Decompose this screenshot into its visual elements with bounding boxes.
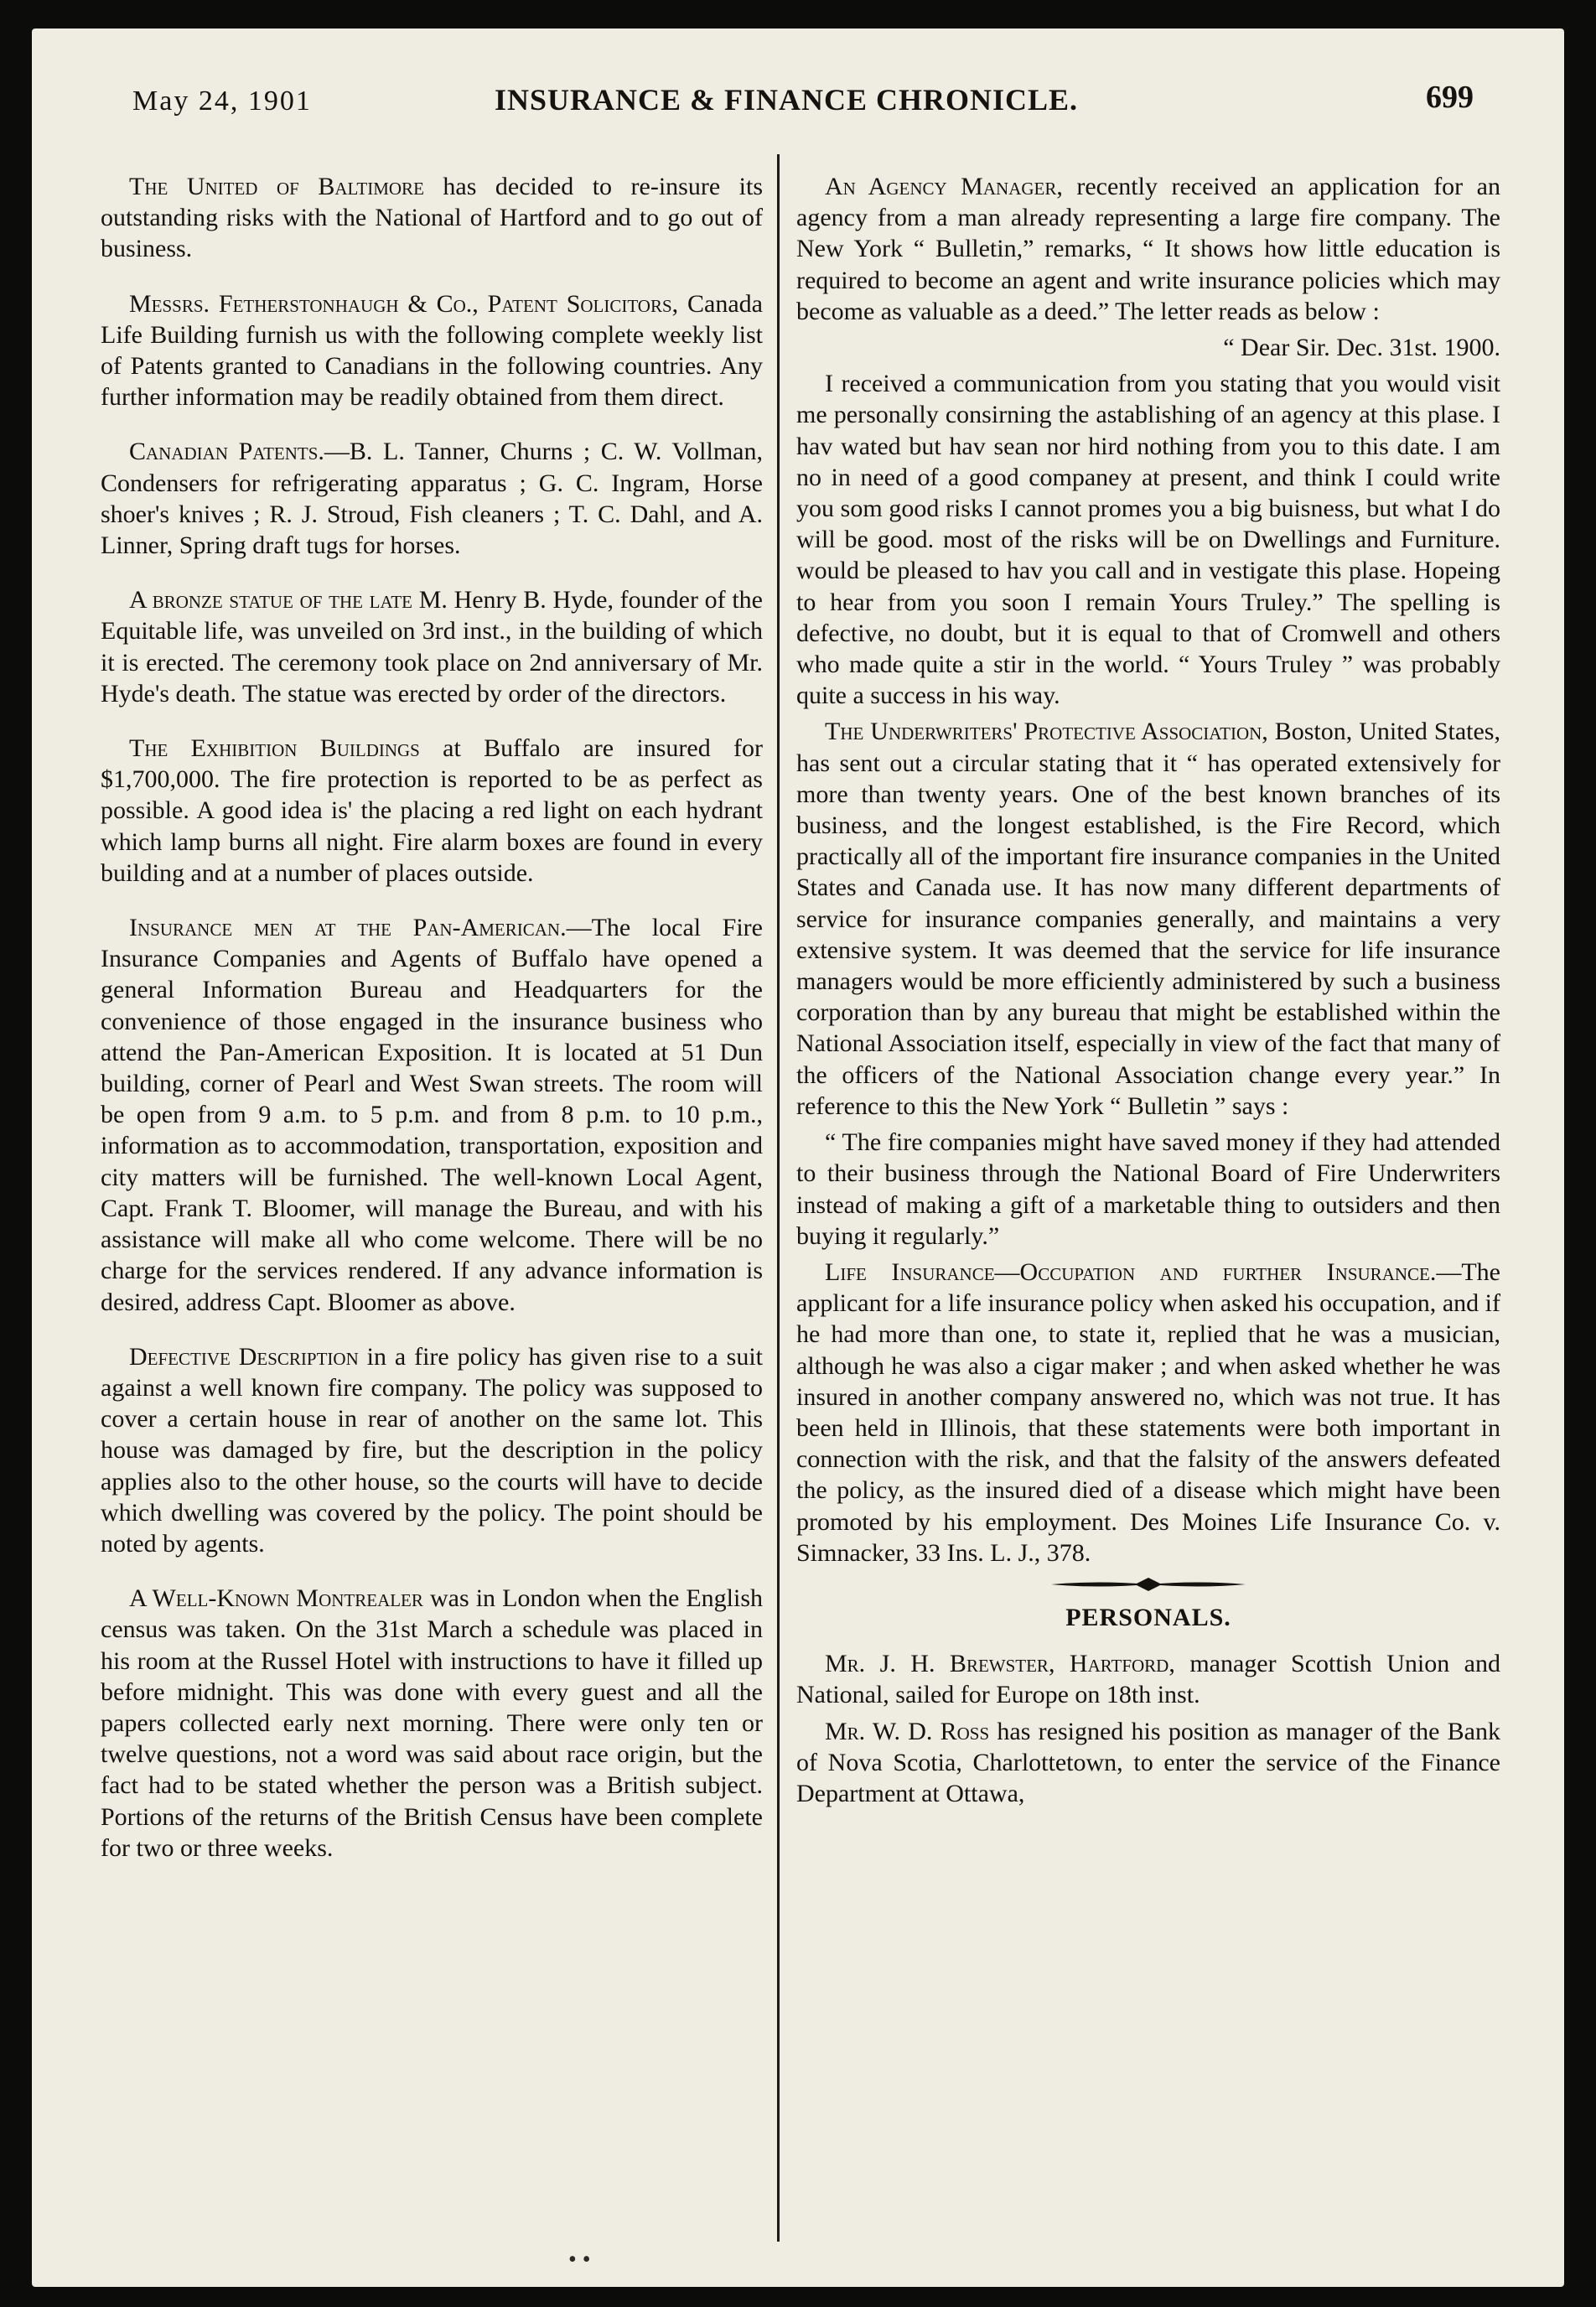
paragraph-lead: An Agency Manager,: [825, 173, 1063, 200]
page-number: 699: [1426, 80, 1474, 115]
ornament-rule-icon: [1048, 1575, 1249, 1594]
paragraph-underwriters: [796, 716, 1500, 1122]
paragraph-lead: The Exhibition Buildings: [129, 734, 420, 763]
paragraph-text: manager Scottish Union and National, sailed for Europe on 18th inst.: [796, 1650, 1500, 1709]
paragraph-text: in a fire policy has given rise to a suit against a well known fire company. The policy was supposed to cover a certain house in rear of another on the same lot. This house was damaged by fire, but the description in the policy applies also to the other house, so the courts will have to decide which dwelling was covered by the policy. The point should be noted by agents.: [101, 1342, 763, 1558]
paragraph-personal-brewster: [796, 1648, 1500, 1710]
paragraph-text: recently received an application for an agency from a man already representing a large fire company. The New York “ Bulletin,” remarks, “ It shows how little education is required to become an agent and write insurance policies which may become as valuable as a deed.” The letter reads as below :: [796, 173, 1500, 325]
paragraph-text: —B. L. Tanner, Churns ; C. W. Vollman, Condensers for refrigerating apparatus ; G. C. Ingram, Horse shoer's knives ; R. J. Stroud, Fish cleaners ; T. C. Dahl, and A. Linner, Spring draft tugs for horses.: [101, 438, 763, 560]
paragraph-text: —The local Fire Insurance Companies and Agents of Buffalo have opened a general Information Bureau and Headquarters for the convenience of those engaged in the insurance business who attend the Pan-American Exposition. It is located at 51 Dun building, corner of Pearl and West Swan streets. The room will be open from 9 a.m. to 5 p.m. and from 8 p.m. to 10 p.m., information as to accommodation, transportation, exposition and city matters will be furnished. The well-known Local Agent, Capt. Frank T. Bloomer, will manage the Bureau, and with his assistance will make all who come welcome. There will be no charge for the services rendered. If any advance information is desired, address Capt. Bloomer as above.: [101, 914, 763, 1316]
paragraph-exhibition-buildings: [101, 733, 763, 889]
paragraph-agency-manager: [796, 171, 1500, 327]
paragraph-personal-ross: [796, 1716, 1500, 1810]
paragraph-lead: A bronze statue of the late: [129, 586, 412, 614]
paragraph-canadian-patents: [101, 436, 763, 561]
paragraph-letter-body: I received a communication from you stating that you would visit me personally consirning the astablishing of an agency at this plase. I hav wated but hav sean nor hird nothing from you to this date. I am no in need of a good companey at present, and think I could write you som good risks I cannot promes you a big buisness, but what I do will be good. most of the risks will be on Dwellings and Furniture. would be pleased to hav you call and in vestigate this plase. Hopeing to hear from you soon I remain Yours Truley.” The spelling is defective, no doubt, but it is equal to that of Cromwell and others who made quite a stir in the world. “ Yours Truley ” was probably quite a success in his way.: [796, 370, 1500, 710]
paragraph-text: Boston, United States, has sent out a circular stating that it “ has operated extensively for more than twenty years. One of the best known branches of its business, and the longest established, is the Fire Record, which practically all of the important fire insurance companies in the United States and Canada use. It has now many different departments of service for insurance companies generally, and maintains a very extensive system. It was deemed that the service for life insurance managers would be more efficiently administered by such a business corporation than by any bureau that might be established within the National Association itself, especially in view of the fact that many of the officers of the National Association change every year.” In reference to this the New York “ Bulletin ” says :: [796, 718, 1500, 1120]
paragraph-text: Canada Life Building furnish us with the following complete weekly list of Patents granted to Canadians in the following countries. Any further information may be readily obtained from them direct.: [101, 289, 763, 412]
publication-title: INSURANCE & FINANCE CHRONICLE.: [494, 83, 1079, 117]
paragraph-text: M. Henry B. Hyde, founder of the Equitable life, was unveiled on 3rd inst., in the building of which it is erected. The ceremony took place on 2nd anniversary of Mr. Hyde's death. The statue was erected by order of the directors.: [101, 586, 763, 708]
section-ornament: [796, 1575, 1500, 1594]
print-smudge: • •: [568, 2247, 591, 2273]
column-divider: [777, 154, 780, 2242]
paragraph-lead: The United of Baltimore: [129, 173, 424, 200]
paragraph-lead: The Underwriters' Protective Association,: [825, 718, 1268, 746]
paragraph-patents-intro: [101, 288, 763, 413]
letter-salutation: “ Dear Sir. Dec. 31st. 1900.: [1223, 334, 1500, 362]
paragraph-life-insurance: [796, 1257, 1500, 1568]
paragraph-pan-american: [101, 912, 763, 1318]
paragraph-text: —The applicant for a life insurance policy when asked his occupation, and if he had more than one, to state it, replied that he was a musician, although he was also a cigar maker ; and when asked whether he was insured in another company answered no, which was not true. It has been held in Illinois, that these statements were both important in connection with the risk, and that the falsity of the answers defeated the policy, as the insured died of a disease which might have been promoted by his employment. Des Moines Life Insurance Co. v. Simnacker, 33 Ins. L. J., 378.: [796, 1257, 1500, 1567]
paragraph-lead: Mr. J. H. Brewster, Hartford,: [825, 1650, 1175, 1678]
paragraph-defective-description: [101, 1341, 763, 1559]
paragraph-text: at Buffalo are insured for $1,700,000. The fire protection is reported to be as perfect as possible. A good idea is' the placing a red light on each hydrant which lamp burns all night. Fire alarm boxes are found in every building and at a number of places outside.: [101, 734, 763, 887]
paragraph-lead: Canadian Patents.: [129, 438, 324, 466]
paragraph-text: has decided to re-insure its outstanding risks with the National of Hartford and to go out of business.: [101, 173, 763, 263]
paragraph-text: was in London when the English census was taken. On the 31st March a schedule was placed in his room at the Russel Hotel with instructions to have it filled up before midnight. This was done with every guest and all the papers collected early next morning. There were only ten or twelve questions, not a word was said about race origin, but the fact had to be stated whether the person was a British subject. Portions of the returns of the British Census have been complete for two or three weeks.: [101, 1584, 763, 1862]
paragraph-lead: Mr. W. D. Ross: [825, 1717, 990, 1745]
newspaper-page: [32, 29, 1564, 2287]
paragraph-hyde-statue: [101, 584, 763, 709]
personals-heading: PERSONALS.: [1065, 1603, 1231, 1631]
paragraph-montrealer: [101, 1583, 763, 1864]
issue-date: May 24, 1901: [132, 86, 312, 117]
paragraph-lead: A Well-Known Montrealer: [129, 1584, 423, 1613]
paragraph-lead: Messrs. Fetherstonhaugh & Co., Patent Solicitors,: [129, 289, 679, 318]
paragraph-united-baltimore: [101, 171, 763, 265]
paragraph-text: has resigned his position as manager of the Bank of Nova Scotia, Charlottetown, to enter the service of the Finance Department at Ottawa,: [796, 1717, 1500, 1807]
right-column: [796, 171, 1500, 2233]
paragraph-lead: Defective Description: [129, 1342, 359, 1371]
running-head: [99, 79, 1474, 129]
paragraph-lead: Life Insurance—Occupation and further Insurance.: [825, 1257, 1437, 1286]
left-column: [101, 171, 763, 2233]
paragraph-bulletin-quote: “ The fire companies might have saved money if they had attended to their business through the National Board of Fire Underwriters instead of making a gift of a marketable thing to outsiders and then buying it regularly.”: [796, 1128, 1500, 1250]
paragraph-lead: Insurance men at the Pan-American.: [129, 914, 567, 942]
